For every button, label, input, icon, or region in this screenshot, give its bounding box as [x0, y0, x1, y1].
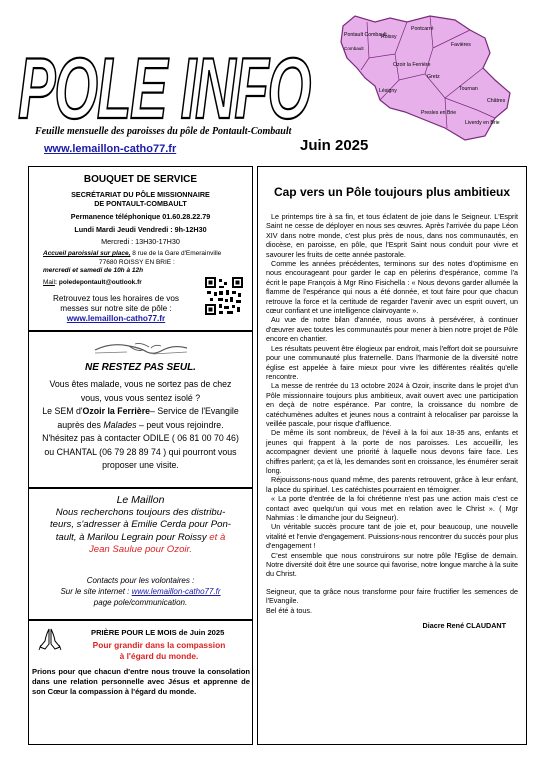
priere-heading: PRIÈRE POUR LE MOIS de Juin 2025: [91, 628, 225, 637]
mail-label: Mail: [43, 278, 55, 286]
priere-body: Prions pour que chacun d'entre nous trouve la consolation dans une relation personnelle avec Jésus et apprenne de son Cœur la compassion à l'égard du monde.: [32, 667, 250, 697]
accueil-city: 77680 ROISSY EN BRIE :: [99, 258, 175, 266]
seul-line: proposer une visite.: [102, 460, 179, 470]
service-box: [28, 166, 253, 331]
editorial-paragraph: C'est ensemble que nous construirons sur notre pôle l'Eglise de demain. Notre diversité doit être une source qui favorise, notre longue marche à la suite du Christ.: [266, 550, 518, 579]
page-subtitle: Feuille mensuelle des paroisses du pôle de Pontault-Combault: [35, 126, 292, 137]
maillon-contacts-label: Contacts pour les volontaires :: [86, 576, 195, 585]
map-label: Favières: [451, 42, 471, 48]
accueil-label: Accueil paroissial sur place,: [43, 250, 131, 257]
seul-line: vous, vous vous sentez isolé ?: [80, 392, 201, 403]
website-link[interactable]: www.lemaillon-catho77.fr: [44, 143, 177, 155]
praying-hands-icon: [37, 627, 63, 651]
maillon-red-text: et à: [206, 531, 226, 543]
secretariat-line-1: SECRÉTARIAT DU PÔLE MISSIONNAIRE: [71, 190, 210, 199]
svg-text:Combault: Combault: [344, 46, 364, 51]
seul-text: – peut vous rejoindre.: [136, 419, 224, 430]
maillon-body: [29, 494, 252, 557]
phone-line: Permanence téléphonique 01.60.28.22.79: [70, 212, 211, 221]
editorial-paragraph: De même ils sont nombreux, de l'éveil à la foi aux 18-35 ans, enfants et jeunes qui frappent à la porte de nos paroisses. Les accueillir, les accompagner devient une priorité à laquelle nous devons faire face. Les chiffres parlent; ça et là, les demandes sont en croissance, les énumérer serait long.: [266, 428, 518, 475]
seul-body: [29, 378, 252, 473]
seul-text: – Service de l'Evangile: [150, 406, 239, 416]
map-label: Ozoir la Ferrière: [393, 62, 431, 68]
priere-intention: [69, 640, 249, 661]
maillon-site-label: Sur le site internet :: [60, 587, 132, 596]
pole-info-logo: [14, 40, 314, 128]
editorial-box: [257, 166, 527, 745]
priere-intention-line: Pour grandir dans la compassion: [92, 640, 226, 650]
accueil-hours: mercredi et samedi de 10h à 12h: [43, 267, 144, 274]
mail-address[interactable]: : poledepontault@outlook.fr: [54, 278, 142, 286]
maillon-page: page pole/communication.: [93, 598, 188, 607]
editorial-closing: Seigneur, que ta grâce nous transforme pour faire fructifier les semences de l'Evangile.: [266, 586, 518, 606]
map-label: Presles en Brie: [421, 110, 457, 116]
retrouvez-line-2: messes sur notre site de pôle :: [60, 304, 172, 313]
editorial-signature: Diacre René CLAUDANT: [422, 621, 506, 631]
seul-text: Le SEM d': [42, 406, 83, 416]
map-label: Roissy: [381, 34, 397, 40]
editorial-paragraph: Réjouissons-nous quand même, des parents retrouvent, grâce à leur enfant, la place du spirituel. Les catéchistes pourraient en témoigner.: [266, 475, 518, 494]
seul-heading: NE RESTEZ PAS SEUL.: [85, 362, 196, 373]
editorial-paragraph: Le printemps tire à sa fin, et tous éclatent de joie dans le Seigneur. L'Esprit Saint ne cesse de déployer en nous ses œuvres. Après l'arrivée du pape Léon XIV dans notre monde, c'est plus près de nous, dans nos communautés, en diocèse, en paroisse, en pôle, que l'Esprit Saint nous conduit pour vivre et savourer les fruits de cette année pastorale.: [266, 212, 518, 259]
service-heading: BOUQUET DE SERVICE: [83, 174, 198, 185]
editorial-paragraph: Un véritable succès procure tant de joie et, pour beaucoup, une nouvelle vitalité et l'envie d'engagement. Puissions-nous rencontrer du succès pour plus d'engagement !: [266, 522, 518, 551]
service-website-link[interactable]: www.lemaillon-catho77.fr: [66, 314, 166, 323]
maillon-line: teurs, s'adresser à Emilie Cerda pour Pon-: [50, 519, 231, 530]
accueil-address: 8 rue de la Gare d'Emerainville: [130, 250, 222, 257]
seul-parish: Ozoir la Ferrière: [82, 406, 151, 416]
map-label: Pontcarré: [411, 26, 434, 32]
maillon-contacts: [29, 575, 252, 608]
secretariat-line-2: DE PONTAULT-COMBAULT: [94, 199, 187, 208]
editorial-closing: Bel été à tous.: [266, 605, 312, 615]
map-label: Lésigny: [379, 88, 397, 94]
ne-restez-pas-seul-box: [28, 331, 253, 488]
map-label: Châtres: [487, 98, 506, 104]
maillon-line: Nous recherchons toujours des distribu-: [55, 506, 226, 518]
hours-line-2: Mercredi : 13H30-17H30: [101, 237, 180, 246]
maillon-red-text: Jean Saulue pour Ozoir.: [88, 544, 193, 555]
seul-line: N'hésitez pas à contacter ODILE ( 06 81 00 70 46): [42, 433, 239, 443]
editorial-paragraph: La messe de rentrée du 13 octobre 2024 à Ozoir, inscrite dans le projet d'un Pôle missionnaire toujours plus ambitieux, avait ouvert avec une participation en deçà de notre espérance. Par contre, la croissance du nombre de catéchumènes adultes et jeunes nous a contraint à relocaliser par paroisse la veillée pascale, pour risque d'affluence.: [266, 381, 518, 428]
editorial-body: [266, 212, 518, 630]
qr-code-icon: [205, 277, 243, 315]
retrouvez-line-1: Retrouvez tous les horaires de vos: [52, 294, 180, 303]
editorial-paragraph: « La porte d'entrée de la foi chrétienne n'est pas une action mais c'est ce contact avec quelqu'un qui vous met en relation avec le Christ ». ( Mgr Nahmias : le dimanche jour du Seigneur).: [266, 494, 518, 522]
map-label: Liverdy en Brie: [465, 120, 500, 126]
seul-malades: Malades: [103, 419, 137, 430]
seul-line: ou CHANTAL (06 79 28 89 74 ) qui pourront vous: [44, 446, 237, 457]
handshake-icon: [91, 338, 191, 358]
seul-text: auprès des: [57, 419, 104, 430]
hours-line-1: Lundi Mardi Jeudi Vendredi : 9h-12H30: [74, 225, 207, 234]
seul-line: Vous êtes malade, vous ne sortez pas de chez: [49, 379, 232, 389]
map-label: Pontault Combault: [344, 32, 387, 38]
editorial-title: Cap vers un Pôle toujours plus ambitieux: [273, 185, 511, 199]
editorial-paragraph: Les résultats peuvent être élogieux par endroit, mais l'effort doit se poursuivre pour une communauté plus fraternelle. Dans l'harmonie de la diversité notre église est appelée à faire mieux pour vivre les différentes réalités qu'elle rencontre.: [266, 343, 518, 381]
map-label: Gretz: [427, 74, 440, 80]
map-label: Tournan: [459, 86, 478, 92]
edition-date: Juin 2025: [300, 137, 369, 154]
maillon-heading: Le Maillon: [116, 494, 165, 506]
editorial-paragraph: Au vue de notre bilan d'année, nous avons à persévérer, à continuer d'œuvrer avec toutes les communautés pour mener à bien notre projet de Pôle encore en chantier.: [266, 315, 518, 344]
parish-map: [335, 8, 525, 146]
maillon-line: tault, à Marilou Legrain pour Roissy: [55, 531, 207, 543]
priere-box: [28, 620, 253, 745]
retrouvez-block: [31, 294, 201, 324]
maillon-website-link[interactable]: www.lemaillon-catho77.fr: [131, 587, 221, 596]
logo-text: POLE INFO: [18, 41, 311, 128]
le-maillon-box: [28, 488, 253, 620]
editorial-paragraph: Comme les années précédentes, terminons sur des notes d'optimisme en nous encourageant pour garder le cap en pèlerins d'espérance, comme l'a écrit le pape François à Mgr Rino Fisichella : « Nous devons garder allumée la flamme de l'espérance qui nous a été donnée, et tout faire pour que chacun retrouve la force et la certitude de regarder l'avenir avec un esprit ouvert, un cœur confiant et une intelligence clairvoyante ».: [266, 259, 518, 316]
priere-intention-line: à l'égard du monde.: [119, 650, 199, 661]
